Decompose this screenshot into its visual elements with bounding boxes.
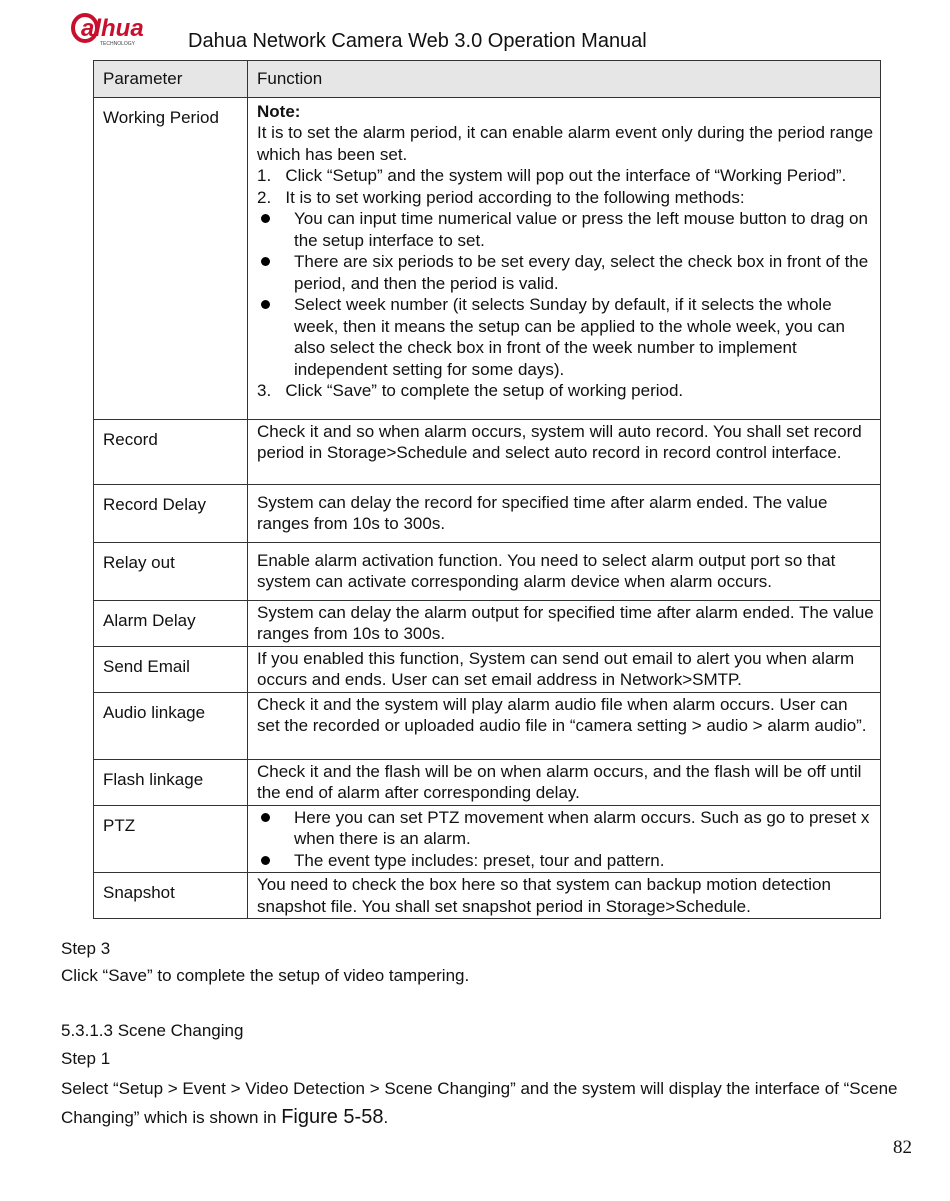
param-name: Alarm Delay [94,600,248,646]
param-function: System can delay the record for specified time after alarm ended. The value ranges from 10s to 300s. [248,484,881,542]
step-instruction: Select “Setup > Event > Video Detection > Scene Changing” and the system will display the interface of “Scene Changing” which is shown in [61,1079,898,1127]
table-row [94,600,881,646]
dahua-logo [70,12,180,46]
param-function: Check it and so when alarm occurs, system will auto record. You shall set record period in Storage>Schedule and select auto record in record control interface. [248,419,881,484]
table-row [94,646,881,692]
table-row [94,692,881,759]
bullet-text: There are six periods to be set every day, select the check box in front of the period, and then the period is valid. [294,252,869,293]
table-header-row [94,61,881,98]
param-function: System can delay the alarm output for specified time after alarm ended. The value ranges from 10s to 300s. [248,600,881,646]
table-row [94,484,881,542]
document-title: Dahua Network Camera Web 3.0 Operation Manual [188,30,647,52]
param-function: You need to check the box here so that system can backup motion detection snapshot file. You shall set snapshot period in Storage>Schedule. [248,873,881,919]
param-name: PTZ [94,805,248,873]
column-header-function: Function [248,61,881,98]
logo-wordmark: alhua [81,15,144,42]
section-heading: 5.3.1.3 Scene Changing [61,1021,244,1040]
param-name: Flash linkage [94,759,248,805]
sentence-end: . [383,1108,389,1127]
table-row [94,97,881,419]
numbered-step: 3. Click “Save” to complete the setup of working period. [257,381,684,400]
param-name: Audio linkage [94,692,248,759]
numbered-step: 2. It is to set working period according to the following methods: [257,187,745,207]
parameter-table [93,60,881,919]
param-function: Check it and the flash will be on when alarm occurs, and the flash will be off until the end of alarm after corresponding delay. [248,759,881,805]
bullet-icon [261,300,270,309]
figure-reference[interactable]: Figure 5-58 [281,1106,384,1128]
step-text: Click “Save” to complete the setup of video tampering. [61,966,470,985]
bullet-icon [261,214,270,223]
param-name: Send Email [94,646,248,692]
numbered-step: 1. Click “Setup” and the system will pop out the interface of “Working Period”. [257,166,847,185]
step-label: Step 1 [61,1049,111,1068]
bullet-item [257,251,874,294]
logo-subtext: TECHNOLOGY [100,41,136,46]
param-function: Check it and the system will play alarm audio file when alarm occurs. User can set the recorded or uploaded audio file in “camera setting > audio > alarm audio”. [248,692,881,759]
bullet-icon [261,257,270,266]
param-function [248,805,881,873]
table-row [94,759,881,805]
param-name: Snapshot [94,873,248,919]
column-header-parameter: Parameter [94,61,248,98]
param-name: Record Delay [94,484,248,542]
page-number: 82 [893,1137,912,1158]
table-row [94,805,881,873]
table-row [94,873,881,919]
bullet-item [257,208,874,251]
bullet-icon [261,813,270,822]
step-label: Step 3 [61,939,111,958]
param-name: Record [94,419,248,484]
param-name: Working Period [94,97,248,419]
bullet-text: Select week number (it selects Sunday by default, if it selects the whole week, then it means the setup can be applied to the whole week, you can also select the check box in front of the week number to implement independent setting for some days). [294,295,845,379]
bullet-text: You can input time numerical value or press the left mouse button to drag on the setup interface to set. [294,209,868,250]
param-function [248,97,881,419]
note-label: Note: [257,101,301,121]
bullet-item [257,807,874,850]
note-intro: It is to set the alarm period, it can enable alarm event only during the period range which has been set. [257,123,874,164]
param-function: Enable alarm activation function. You need to select alarm output port so that system can activate corresponding alarm device when alarm occurs. [248,542,881,600]
step-text [61,1075,916,1132]
param-function: If you enabled this function, System can send out email to alert you when alarm occurs and ends. User can set email address in Network>SMTP. [248,646,881,692]
bullet-icon [261,856,270,865]
bullet-item [257,294,874,380]
bullet-text: Here you can set PTZ movement when alarm occurs. Such as go to preset x when there is an alarm. [294,807,870,848]
bullet-item [257,850,874,872]
bullet-text: The event type includes: preset, tour and pattern. [294,850,665,870]
param-name: Relay out [94,542,248,600]
table-row [94,419,881,484]
table-row [94,542,881,600]
